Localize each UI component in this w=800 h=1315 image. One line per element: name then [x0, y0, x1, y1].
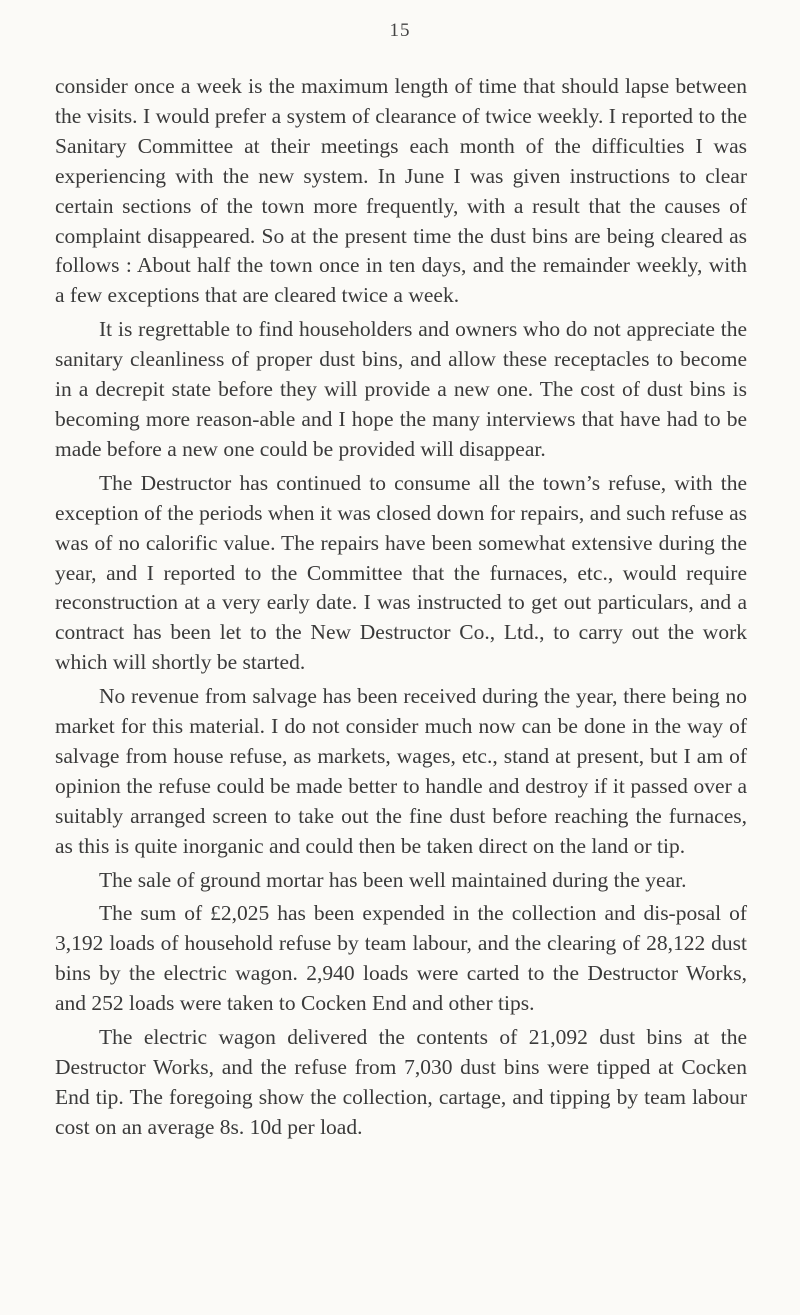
- page-number: 15: [389, 20, 411, 41]
- body-text: [55, 72, 747, 1147]
- paragraph-5: The sale of ground mortar has been well maintained during the year.: [99, 867, 687, 892]
- paragraph-4: No revenue from salvage has been received during the year, there being no market for this material. I do not consider much now can be done in the way of salvage from house refuse, as markets, wages, etc., stand at present, but I am of opinion the refuse could be made better to handle and destroy if it passed over a suitably arranged screen to take out the fine dust before reaching the furnaces, as this is quite inorganic and could then be taken direct on the land or tip.: [55, 684, 747, 858]
- paragraph-7: The electric wagon delivered the contents of 21,092 dust bins at the Destructor Works, and the refuse from 7,030 dust bins were tipped at Cocken End tip. The foregoing show the collection, cartage, and tipping by team labour cost on an average 8s. 10d per load.: [55, 1025, 747, 1139]
- paragraph-1: consider once a week is the maximum length of time that should lapse between the visits. I would prefer a system of clearance of twice weekly. I reported to the Sanitary Committee at their meetings each month of the difficulties I was experiencing with the new system. In June I was given instructions to clear certain sections of the town more frequently, with a result that the causes of complaint disappeared. So at the present time the dust bins are being cleared as follows : About half the town once in ten days, and the remainder weekly, with a few exceptions that are cleared twice a week.: [55, 74, 747, 308]
- paragraph-6: The sum of £2,025 has been expended in the collection and dis-posal of 3,192 loads of household refuse by team labour, and the clearing of 28,122 dust bins by the electric wagon. 2,940 loads were carted to the Destructor Works, and 252 loads were taken to Cocken End and other tips.: [55, 901, 747, 1016]
- paragraph-3: The Destructor has continued to consume all the town’s refuse, with the exception of the periods when it was closed down for repairs, and such refuse as was of no calorific value. The repairs have been somewhat extensive during the year, and I reported to the Committee that the furnaces, etc., would require reconstruction at a very early date. I was instructed to get out particulars, and a contract has been let to the New Destructor Co., Ltd., to carry out the work which will shortly be started.: [55, 470, 747, 675]
- paragraph-2: It is regrettable to find householders and owners who do not appreciate the sanitary cleanliness of proper dust bins, and allow these receptacles to become in a decrepit state before they will provide a new one. The cost of dust bins is becoming more reason-able and I hope the many interviews that have had to be made before a new one could be provided will disappear.: [55, 317, 747, 461]
